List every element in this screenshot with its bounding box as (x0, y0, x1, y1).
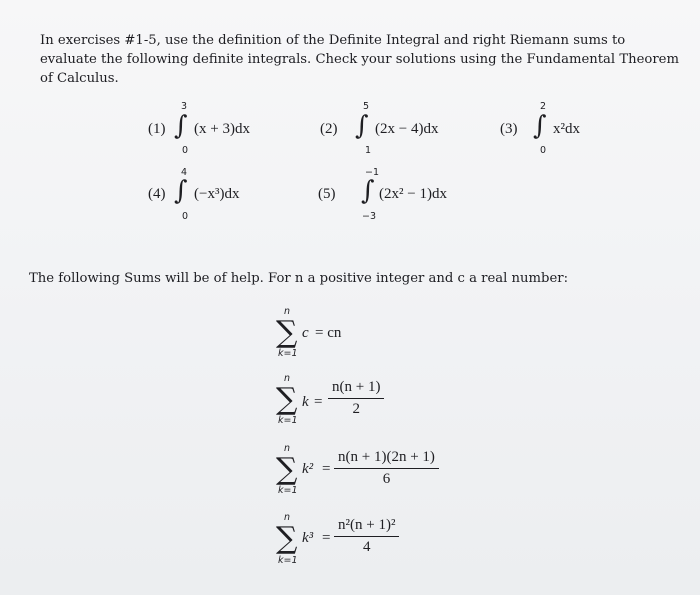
integrand: x²dx (553, 121, 580, 137)
exercise-label: (5) (318, 186, 336, 202)
sum-term: k (302, 394, 309, 410)
integral-symbol: ∫ (174, 176, 188, 206)
exercise-label: (1) (148, 121, 166, 137)
lower-limit: 0 (182, 211, 189, 222)
equals-sign: = (322, 461, 331, 477)
upper-limit: 3 (181, 101, 188, 112)
sigma-symbol: ∑ (276, 382, 298, 417)
integrand: (x + 3)dx (194, 121, 250, 137)
upper-limit: 2 (540, 101, 547, 112)
exercise-label: (4) (148, 186, 166, 202)
fraction (328, 379, 384, 418)
sigma-lower: k=1 (278, 485, 298, 496)
fraction-denominator: 2 (352, 401, 360, 417)
exercise-label: (2) (320, 121, 338, 137)
sum-rhs: = cn (315, 325, 342, 341)
sigma-lower: k=1 (278, 348, 298, 359)
sigma-upper: n (284, 306, 291, 317)
upper-limit: −1 (365, 167, 380, 178)
sigma-lower: k=1 (278, 415, 298, 426)
fraction-denominator: 4 (362, 539, 371, 555)
upper-limit: 5 (363, 101, 370, 112)
fraction-denominator: 6 (382, 471, 391, 487)
integral-symbol: ∫ (174, 111, 188, 141)
exercise-label: (3) (500, 121, 518, 137)
lower-limit: 0 (540, 145, 547, 156)
upper-limit: 4 (181, 167, 188, 178)
sigma-symbol: ∑ (276, 315, 298, 350)
instructions-text: In exercises #1-5, use the definition of the Definite Integral and right Riemann sums to evaluate the following definite integrals. Check your solutions using the Fundamental Theorem of Calculus. (40, 33, 679, 86)
sum-term: k³ (302, 530, 314, 546)
fraction-numerator: n(n + 1)(2n + 1) (334, 449, 439, 469)
sigma-symbol: ∑ (276, 521, 298, 556)
lower-limit: 1 (365, 145, 372, 156)
sigma-symbol: ∑ (276, 452, 298, 487)
sums-intro-text: The following Sums will be of help. For n a positive integer and c a real number: (29, 271, 569, 286)
sigma-upper: n (284, 443, 291, 454)
integral-symbol: ∫ (355, 111, 369, 141)
equals-sign: = (322, 530, 331, 546)
fraction (334, 517, 399, 556)
integrand: (2x² − 1)dx (379, 186, 447, 202)
sigma-upper: n (284, 512, 291, 523)
integral-symbol: ∫ (361, 176, 375, 206)
fraction-numerator: n²(n + 1)² (334, 517, 399, 537)
sigma-lower: k=1 (278, 555, 298, 566)
integrand: (−x³)dx (194, 186, 240, 202)
fraction (334, 449, 439, 488)
sum-term: c (302, 325, 309, 341)
sigma-upper: n (284, 373, 291, 384)
integral-symbol: ∫ (533, 111, 547, 141)
sum-term: k² (302, 461, 314, 477)
integrand: (2x − 4)dx (375, 121, 439, 137)
lower-limit: 0 (182, 145, 189, 156)
lower-limit: −3 (362, 211, 377, 222)
equals-sign: = (314, 394, 323, 410)
fraction-numerator: n(n + 1) (328, 379, 384, 399)
